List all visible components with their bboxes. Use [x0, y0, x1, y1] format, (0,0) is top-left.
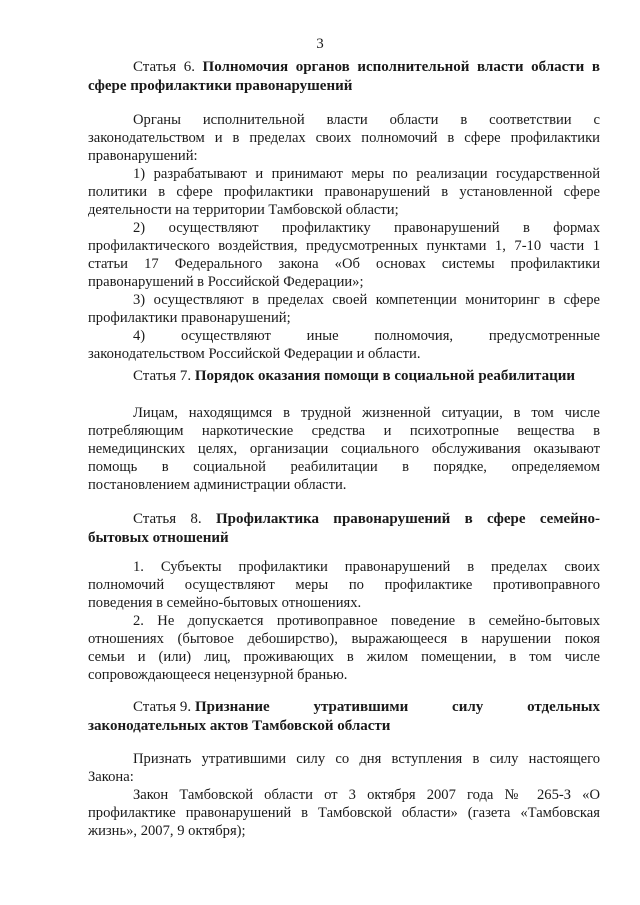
article-7-heading [133, 367, 575, 385]
text-line: правонарушений: [88, 148, 198, 164]
text-line: немедицинских целях, организации социального обслуживания оказывают [88, 441, 600, 457]
article-9-title-line-1: Признание утратившими силу отдельных [194, 699, 600, 715]
text-line: помощь в социальной реабилитации в порядке, определяемом [88, 459, 600, 475]
text-line: семьи и (или) лиц, проживающих в жилом помещении, в том числе [88, 649, 600, 665]
text-line: жизнь», 2007, 9 октября); [88, 823, 246, 839]
article-6-title-line-1: Полномочия органов исполнительной власти области в [202, 59, 600, 75]
text-line: 2) осуществляют профилактику правонарушений в формах [133, 220, 600, 236]
text-line: Закона: [88, 769, 134, 785]
text-line: профилактического воздействия, предусмотренных пунктами 1, 7-10 части 1 [88, 238, 600, 254]
text-line: Признать утратившими силу со дня вступления в силу настоящего [133, 751, 600, 767]
text-line: сопровождающееся нецензурной бранью. [88, 667, 348, 683]
article-8-title-line-1: Профилактика правонарушений в сфере семейно- [215, 511, 600, 527]
article-9-prefix: Статья 9. [133, 699, 195, 715]
article-9-title-line-2: законодательных актов Тамбовской области [88, 718, 391, 734]
text-line: 4) осуществляют иные полномочия, предусмотренные [133, 328, 600, 344]
text-line: законодательством и в пределах своих полномочий в сфере профилактики [88, 130, 600, 146]
article-8-prefix: Статья 8. [133, 511, 216, 527]
text-line: деятельности на территории Тамбовской области; [88, 202, 399, 218]
text-line: Органы исполнительной власти области в соответствии с [133, 112, 600, 128]
text-line: Лицам, находящимся в трудной жизненной ситуации, в том числе [133, 405, 600, 421]
text-line: политики в сфере профилактики правонарушений в установленной сфере [88, 184, 600, 200]
article-9-heading [133, 698, 600, 716]
text-line: профилактике правонарушений в Тамбовской области» (газета «Тамбовская [88, 805, 600, 821]
text-line: отношениях (бытовое дебоширство), выражающееся в нарушении покоя [88, 631, 600, 647]
text-line: законодательством Российской Федерации и области. [88, 346, 421, 362]
article-6-heading [133, 58, 600, 76]
page-number: 3 [316, 36, 324, 52]
text-line: 3) осуществляют в пределах своей компетенции мониторинг в сфере [133, 292, 600, 308]
article-8-heading [133, 510, 600, 528]
text-line: Закон Тамбовской области от 3 октября 2007 года № 265-З «О [133, 787, 600, 803]
text-line: 2. Не допускается противоправное поведение в семейно-бытовых [133, 613, 600, 629]
article-8-title-line-2: бытовых отношений [88, 530, 229, 546]
text-line: 1) разрабатывают и принимают меры по реализации государственной [133, 166, 600, 182]
article-7-prefix: Статья 7. [133, 368, 195, 384]
text-line: потребляющим наркотические средства и психотропные вещества в [88, 423, 600, 439]
text-line: профилактики правонарушений; [88, 310, 291, 326]
text-line: статьи 17 Федерального закона «Об основах системы профилактики [88, 256, 600, 272]
text-line: поведения в семейно-бытовых отношениях. [88, 595, 362, 611]
text-line: постановлением администрации области. [88, 477, 347, 493]
article-7-title: Порядок оказания помощи в социальной реабилитации [194, 368, 575, 384]
text-line: полномочий осуществляют меры по профилактике противоправного [88, 577, 600, 593]
text-line: 1. Субъекты профилактики правонарушений в пределах своих [133, 559, 600, 575]
text-line: правонарушений в Российской Федерации»; [88, 274, 364, 290]
article-6-title-line-2: сфере профилактики правонарушений [88, 78, 353, 94]
article-6-prefix: Статья 6. [133, 59, 203, 75]
